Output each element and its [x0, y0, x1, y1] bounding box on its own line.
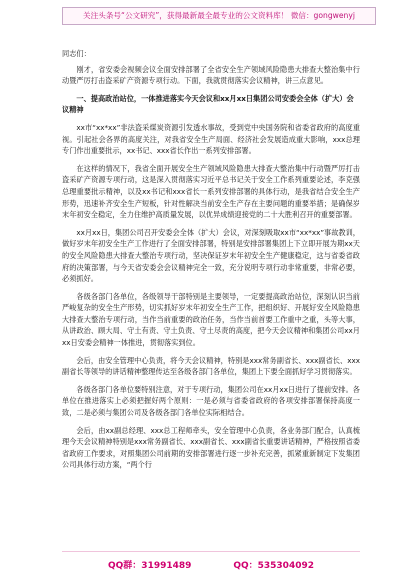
paragraph-6: 各级各部门各单位要特别注意，对于专项行动，集团公司在xx月xx日进行了提前安排。各单位在推进落实上必须把握好两个原则：一是必须与省委省政府的各项安排部署保持高度一致，二是必须与集团公司及各级各部门各单位实际相结合。	[62, 384, 360, 418]
footer-qq-group: QQ群：31991489	[108, 560, 192, 571]
promo-banner: 关注头条号“公文研究”，获得最新最全最专业的公文资料库！ 微信：gongwenyj	[62, 7, 376, 25]
paragraph-1: xx市“xx*xx”非法盗采煤炭资源引发透水事故，受到党中央国务院和省委省政府的高度重视。引起社会各界的高度关注，对我省安全生产局面、经济社会发展造成重大影响，xxx总理专门作出重要批示，xx书记、xxx省长作出一系列安排部署。	[62, 122, 360, 156]
paragraph-7: 会后，由xx副总经理、xxx总工程师牵头，安全管理中心负责，各业务部门配合，认真梳理今天会议精神特别是xxx常务副省长、xxx副省长、xxx副省长重要讲话精神，严格按照省委省政府工作要求，对照集团公司前期的安排部署进行逐一步补充完善，抓紧重新制定下发集团公司具体行动方案，“两个行	[62, 425, 360, 470]
footer-contact	[62, 554, 360, 574]
footer-qq: QQ：535304092	[233, 560, 314, 571]
greeting: 同志们：	[62, 49, 91, 58]
footer-divider	[62, 551, 360, 552]
paragraph-4: 各级各部门各单位，各级领导干部特别是主要领导，一定要提高政治站位，深刻认识当前严峻复杂的安全生产形势，切实抓好岁末年初安全生产工作，把组织好、开展好安全风险隐患大排查大整治专项行动，当作当前重要的政治任务，当作当前首要工作重中之重，头等大事，从讲政治、顾大局、守土有责、守土负责、守土尽责的高度，把今天会议精神和集团公司xx月xx日安委会精神一体推进，贯彻落实到位。	[62, 291, 360, 348]
paragraph-3: xx月xx日，集团公司召开安委会全体（扩大）会议，对深刻吸取xx市“xx*xx”事故教训，做好岁末年初安全生产工作进行了全面安排部署，特别是安排部署集团上下立即开展为期xx天的安全风险隐患大排查大整治专项行动，坚决保证岁末年初安全生产健康稳定，这与省委省政府的决策部署，与今天省安委会会议精神完全一致，充分说明专项行动非常重要，非常必要，必须抓好。	[62, 227, 360, 284]
paragraph-5: 会后，由安全管理中心负责，将今天会议精神，特别是xxx常务副省长、xxx副省长、xxx副省长等领导的讲话精神整理传达至各级各部门各单位，集团上下要全面抓好学习贯彻落实。	[62, 355, 360, 377]
paragraph-2: 在这样的情况下，我省全面开展安全生产领域风险隐患大排查大整治集中行动暨严厉打击盗采矿产资源专项行动，这是深入贯彻落实习近平总书记关于安全工作系列重要论述，李克强总理重要批示精神，以及xx书记和xxx省长一系列安排部署的具体行动，是我省结合安全生产形势，迅速补齐安全生产短板，针对性解决当前安全生产存在主要问题的重要举措；是确保岁末年初安全稳定，全力住维护高质量发展，以优异成绩迎接党的二十大胜利召开的重要部署。	[62, 163, 360, 220]
document-body	[62, 48, 360, 477]
intro-paragraph: 刚才，省安委会视频会议全面安排部署了全省安全生产领域风险隐患大排查大整治集中行动暨严厉打击盗采矿产资源专项行动。下面，我就贯彻落实会议精神，讲三点意见。	[62, 64, 360, 86]
section-heading-1: 一、提高政治站位，一体推进落实今天会议和xx月xx日集团公司安委会全体（扩大）会议精神	[62, 93, 354, 115]
